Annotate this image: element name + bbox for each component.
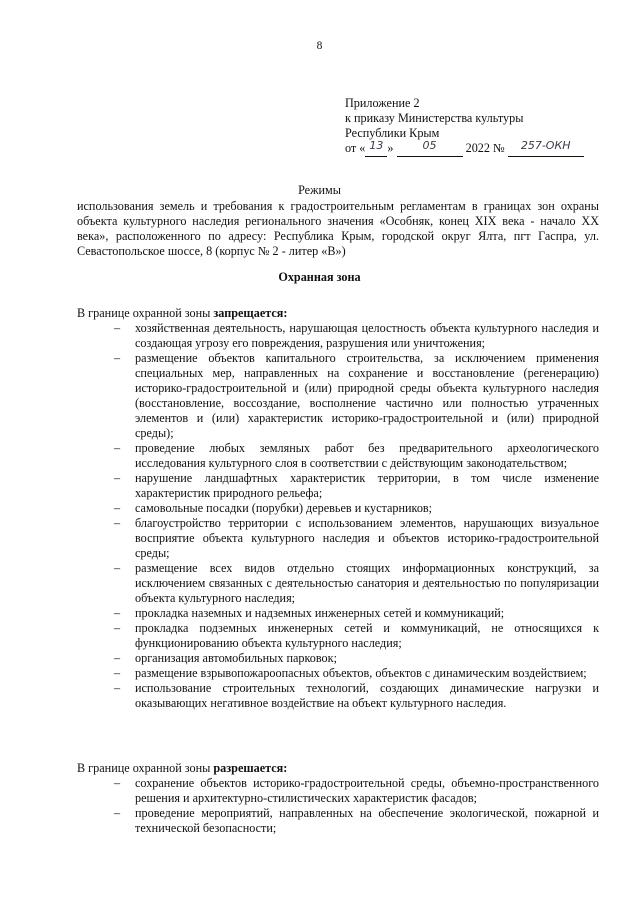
prohibited-list — [77, 321, 599, 711]
list-item-text: прокладка подземных инженерных сетей и коммуникаций, не относящихся к функционированию объекта культурного наследия; — [135, 621, 599, 650]
appendix-line-1: Приложение 2 — [345, 96, 420, 110]
list-item-text: организация автомобильных парковок; — [135, 651, 337, 665]
list-item — [77, 441, 599, 471]
prohibited-section — [77, 306, 599, 711]
list-item — [77, 806, 599, 836]
list-item — [77, 471, 599, 501]
bullet-dash: – — [114, 666, 121, 680]
list-item — [77, 651, 599, 666]
bullet-dash: – — [114, 351, 121, 365]
intro-text: использования земель и требования к градостроительным регламентам в границах зон охраны объекта культурного наследия регионального значения «Особняк, конец XIX века - начало XX века», расположенного по адресу: Республика Крым, городской округ Ялта, пгт Гаспра, ул. Севастопольское шоссе, 8 (корпус № 2 - литер «В») — [77, 199, 599, 258]
bullet-dash: – — [114, 606, 121, 620]
list-item-text: прокладка наземных и надземных инженерных сетей и коммуникаций; — [135, 606, 505, 620]
list-item — [77, 516, 599, 561]
list-item — [77, 681, 599, 711]
date-prefix: от « — [345, 141, 366, 155]
bullet-dash: – — [114, 471, 121, 485]
list-item — [77, 621, 599, 651]
bullet-dash: – — [114, 501, 121, 515]
appendix-line-2: к приказу Министерства культуры — [345, 111, 524, 125]
appendix-date-line — [345, 141, 615, 157]
lead-bold: разрешается: — [213, 761, 288, 775]
list-item — [77, 776, 599, 806]
month-blank — [397, 141, 463, 157]
allowed-lead — [77, 761, 599, 776]
list-item — [77, 561, 599, 606]
allowed-section — [77, 761, 599, 836]
list-item — [77, 351, 599, 441]
allowed-list — [77, 776, 599, 836]
lead-bold: запрещается: — [213, 306, 288, 320]
handwritten-day: 13 — [369, 139, 384, 152]
year-text: 2022 № — [465, 141, 505, 155]
zone-heading: Охранная зона — [278, 270, 361, 284]
bullet-dash: – — [114, 561, 121, 575]
date-mid: » — [387, 141, 394, 155]
list-item — [77, 606, 599, 621]
intro-paragraph — [77, 199, 599, 259]
handwritten-number: 257-ОКН — [520, 139, 571, 152]
appendix-line-3: Республики Крым — [345, 126, 440, 140]
list-item-text: благоустройство территории с использованием элементов, нарушающих визуальное восприятие объекта культурного наследия и объектов историко-градостроительной среды; — [135, 516, 599, 560]
number-blank — [508, 141, 584, 157]
handwritten-month: 05 — [422, 139, 437, 152]
list-item-text: сохранение объектов историко-градостроительной среды, объемно-пространственного решения и архитектурно-стилистических характеристик фасадов; — [135, 776, 599, 805]
list-item-text: самовольные посадки (порубки) деревьев и кустарников; — [135, 501, 433, 515]
prohibited-lead — [77, 306, 599, 321]
list-item-text: использование строительных технологий, создающих динамические нагрузки и оказывающих негативное воздействие на объект культурного наследия. — [135, 681, 599, 710]
lead-text: В границе охранной зоны — [77, 761, 214, 775]
bullet-dash: – — [114, 321, 121, 335]
day-blank — [365, 141, 387, 157]
lead-text: В границе охранной зоны — [77, 306, 214, 320]
bullet-dash: – — [114, 516, 121, 530]
bullet-dash: – — [114, 651, 121, 665]
page-number: 8 — [316, 40, 323, 52]
list-item-text: хозяйственная деятельность, нарушающая целостность объекта культурного наследия и создающая угрозу его повреждения, разрушения или уничтожения; — [135, 321, 599, 350]
appendix-block — [345, 96, 615, 157]
bullet-dash: – — [114, 441, 121, 455]
list-item-text: проведение мероприятий, направленных на обеспечение экологической, пожарной и технической безопасности; — [135, 806, 599, 835]
bullet-dash: – — [114, 621, 121, 635]
bullet-dash: – — [114, 806, 121, 820]
list-item-text: нарушение ландшафтных характеристик территории, в том числе изменение характеристик природного рельефа; — [135, 471, 599, 500]
bullet-dash: – — [114, 776, 121, 790]
list-item-text: размещение взрывопожароопасных объектов, объектов с динамическим воздействием; — [135, 666, 587, 680]
list-item — [77, 321, 599, 351]
list-item — [77, 501, 599, 516]
document-title: Режимы — [298, 183, 341, 197]
list-item — [77, 666, 599, 681]
bullet-dash: – — [114, 681, 121, 695]
list-item-text: размещение всех видов отдельно стоящих информационных конструкций, за исключением связанных с деятельностью санатория и деятельностью по популяризации объекта культурного наследия; — [135, 561, 599, 605]
list-item-text: проведение любых земляных работ без предварительного археологического исследования культурного слоя в соответствии с действующим законодательством; — [135, 441, 599, 470]
list-item-text: размещение объектов капитального строительства, за исключением применения специальных мер, направленных на сохранение и восстановление (регенерацию) историко-градостроительной и (или) природной среды объекта культурного наследия (восстановление, воссоздание, восполнение частично или полностью утраченных элементов и (или) характеристик историко-градостроительной и (или) природной среды); — [135, 351, 599, 440]
